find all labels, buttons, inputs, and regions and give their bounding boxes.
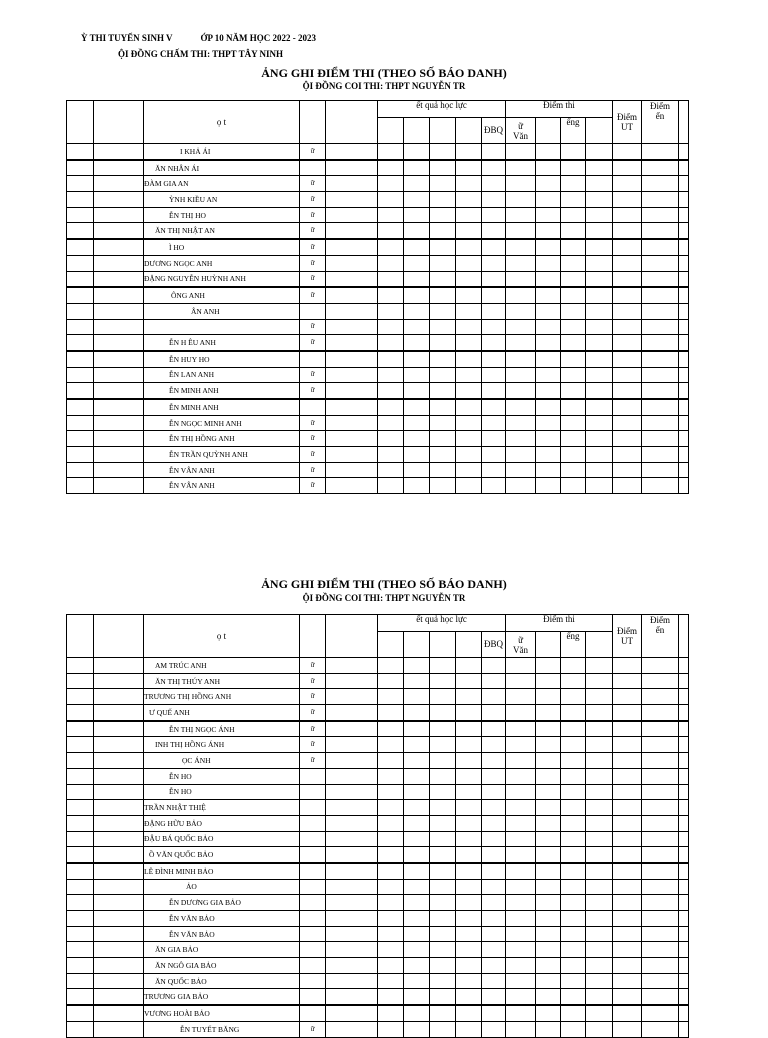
gender-cell xyxy=(300,863,326,879)
table-row xyxy=(67,768,689,784)
table-row xyxy=(67,815,689,831)
col-gioi-tinh xyxy=(300,101,326,144)
student-name: ĂN THỊ NHẬT AN xyxy=(144,223,300,239)
student-name: ỄN LAN ANH xyxy=(144,367,300,383)
table-row xyxy=(67,926,689,942)
student-name: ỄN VĂN BẢO xyxy=(144,911,300,927)
table-row xyxy=(67,721,689,737)
table-row xyxy=(67,753,689,769)
gender-cell: ữ xyxy=(300,478,326,494)
student-name: ỄN MINH ANH xyxy=(144,399,300,415)
student-name: ĐẶNG HỮU BẢO xyxy=(144,815,300,831)
grading-council: ỘI ĐỒNG CHẤM THI: THPT TÂY NINH xyxy=(118,49,284,59)
table-row xyxy=(67,287,689,303)
table-row xyxy=(67,367,689,383)
gender-cell: ữ xyxy=(300,658,326,674)
gender-cell xyxy=(300,958,326,974)
student-name: ĐÀM GIA AN xyxy=(144,176,300,192)
student-name: ĂN THỊ THÚY ANH xyxy=(144,673,300,689)
student-name: ẢO xyxy=(144,879,300,895)
student-name: ĂN QUỐC BẢO xyxy=(144,973,300,989)
student-name: ĐẬU BÁ QUỐC BẢO xyxy=(144,831,300,847)
table-row xyxy=(67,958,689,974)
col-diem-xet: Điểm ển xyxy=(642,615,679,658)
table-row xyxy=(67,351,689,367)
gender-cell: ữ xyxy=(300,383,326,399)
gender-cell: ữ xyxy=(300,753,326,769)
col-tieng-anh: ếng xyxy=(561,632,586,658)
col-tieng-anh: ếng xyxy=(561,118,586,144)
student-name: ỄN HO xyxy=(144,768,300,784)
exam-name: Ỳ THI TUYỂN SINH V xyxy=(81,33,173,43)
gender-cell: ữ xyxy=(300,287,326,303)
gender-cell: ữ xyxy=(300,207,326,223)
col-gioi-tinh xyxy=(300,615,326,658)
gender-cell xyxy=(300,784,326,800)
col-ket-qua-hoc-luc: ết quả học lực xyxy=(378,615,506,632)
gender-cell: ữ xyxy=(300,705,326,721)
table-row xyxy=(67,831,689,847)
table-row xyxy=(67,319,689,335)
student-name: ỄN VÂN ANH xyxy=(144,462,300,478)
student-name: TRƯƠNG THỊ HỒNG ANH xyxy=(144,689,300,705)
student-name: ĂN NHÂN ÁI xyxy=(144,160,300,176)
gender-cell: ữ xyxy=(300,673,326,689)
gender-cell: ữ xyxy=(300,431,326,447)
table-row xyxy=(67,431,689,447)
col-ngu-van: ữ Văn xyxy=(506,118,536,144)
gender-cell xyxy=(300,989,326,1005)
col-dbq: ĐBQ xyxy=(482,632,506,658)
student-name: ỄN TRẦN QUỲNH ANH xyxy=(144,447,300,463)
sheet-title: ẢNG GHI ĐIỂM THI (THEO SỐ BÁO DANH) xyxy=(261,577,507,591)
student-name xyxy=(144,319,300,335)
col-sbd xyxy=(94,101,144,144)
gender-cell: ữ xyxy=(300,689,326,705)
gender-cell xyxy=(300,351,326,367)
gender-cell: ữ xyxy=(300,737,326,753)
gender-cell: ữ xyxy=(300,335,326,351)
table-row xyxy=(67,1005,689,1021)
student-name: ĐẶNG NGUYỄN HUỲNH ANH xyxy=(144,271,300,287)
student-name: TRẦN NHẬT THIỆ xyxy=(144,800,300,816)
table-row xyxy=(67,895,689,911)
col-stt xyxy=(67,615,94,658)
table-row xyxy=(67,303,689,319)
student-name: ỄN THỊ HỒNG ANH xyxy=(144,431,300,447)
gender-cell: ữ xyxy=(300,1021,326,1037)
student-name: ỄN MINH ANH xyxy=(144,383,300,399)
gender-cell xyxy=(300,800,326,816)
gender-cell: ữ xyxy=(300,462,326,478)
table-row xyxy=(67,192,689,208)
table-row xyxy=(67,239,689,255)
gender-cell xyxy=(300,926,326,942)
sheet-subtitle: ỘI ĐỒNG COI THI: THPT NGUYỄN TR xyxy=(302,593,466,603)
student-name: AM TRÚC ANH xyxy=(144,658,300,674)
gender-cell xyxy=(300,160,326,176)
table-row xyxy=(67,737,689,753)
table-row xyxy=(67,673,689,689)
student-name: ỲNH KIỀU AN xyxy=(144,192,300,208)
table-row xyxy=(67,478,689,494)
student-name: Ì HO xyxy=(144,239,300,255)
gender-cell: ữ xyxy=(300,192,326,208)
gender-cell xyxy=(300,768,326,784)
student-name: LÊ ĐÌNH MINH BẢO xyxy=(144,863,300,879)
col-ket-qua-hoc-luc: ết quả học lực xyxy=(378,101,506,118)
student-name: ÂN ANH xyxy=(144,303,300,319)
gender-cell xyxy=(300,831,326,847)
school-year: ỚP 10 NĂM HỌC 2022 - 2023 xyxy=(200,33,317,43)
student-name: ỄN NGỌC MINH ANH xyxy=(144,415,300,431)
score-table xyxy=(66,614,671,1038)
student-name: ỄN HO xyxy=(144,784,300,800)
sheet-subtitle: ỘI ĐỒNG COI THI: THPT NGUYỄN TR xyxy=(302,81,466,91)
col-stt xyxy=(67,101,94,144)
gender-cell xyxy=(300,895,326,911)
exam-title-line xyxy=(81,33,316,43)
student-name: Ồ VĂN QUỐC BẢO xyxy=(144,847,300,863)
gender-cell: ữ xyxy=(300,144,326,160)
student-name: ỄN THỊ HO xyxy=(144,207,300,223)
table-row xyxy=(67,689,689,705)
table-row xyxy=(67,399,689,415)
student-name: ÔNG ANH xyxy=(144,287,300,303)
gender-cell xyxy=(300,942,326,958)
gender-cell xyxy=(300,399,326,415)
table-row xyxy=(67,847,689,863)
table-row xyxy=(67,207,689,223)
gender-cell xyxy=(300,1005,326,1021)
table-row xyxy=(67,989,689,1005)
student-name: ỄN VÂN ANH xyxy=(144,478,300,494)
gender-cell xyxy=(300,879,326,895)
table-row xyxy=(67,863,689,879)
gender-cell xyxy=(300,303,326,319)
gender-cell: ữ xyxy=(300,271,326,287)
student-name: ĂN NGÔ GIA BẢO xyxy=(144,958,300,974)
table-row xyxy=(67,176,689,192)
table-row xyxy=(67,911,689,927)
table-row xyxy=(67,462,689,478)
gender-cell xyxy=(300,973,326,989)
student-name: ỄN HUY HO xyxy=(144,351,300,367)
gender-cell: ữ xyxy=(300,367,326,383)
col-ghi-chu xyxy=(679,101,689,144)
student-name: DƯƠNG NGỌC ANH xyxy=(144,255,300,271)
table-row xyxy=(67,942,689,958)
table-row xyxy=(67,447,689,463)
student-name: ỄN TUYẾT BĂNG xyxy=(144,1021,300,1037)
student-name: ỄN THỊ NGỌC ÁNH xyxy=(144,721,300,737)
col-ngay-sinh xyxy=(326,101,378,144)
gender-cell: ữ xyxy=(300,721,326,737)
table-row xyxy=(67,271,689,287)
col-diem-ut: Điểm UT xyxy=(613,615,642,658)
gender-cell: ữ xyxy=(300,176,326,192)
gender-cell: ữ xyxy=(300,447,326,463)
col-sbd xyxy=(94,615,144,658)
student-name: ĂN GIA BẢO xyxy=(144,942,300,958)
col-diem-thi: Điểm thi xyxy=(506,101,613,118)
sheet-title: ẢNG GHI ĐIỂM THI (THEO SỐ BÁO DANH) xyxy=(261,66,507,80)
col-ho-ten: ọ t xyxy=(144,101,300,144)
col-diem-xet: Điểm ển xyxy=(642,101,679,144)
table-row xyxy=(67,160,689,176)
table-row xyxy=(67,255,689,271)
col-ghi-chu xyxy=(679,615,689,658)
student-name: ỄN VĂN BẢO xyxy=(144,926,300,942)
table-row xyxy=(67,879,689,895)
col-ngay-sinh xyxy=(326,615,378,658)
table-row xyxy=(67,658,689,674)
student-name: I KHẢ ÁI xyxy=(144,144,300,160)
table-row xyxy=(67,415,689,431)
gender-cell xyxy=(300,911,326,927)
table-row xyxy=(67,383,689,399)
student-name: ỄN H ÊU ANH xyxy=(144,335,300,351)
table-row xyxy=(67,973,689,989)
table-row xyxy=(67,705,689,721)
gender-cell: ữ xyxy=(300,223,326,239)
gender-cell: ữ xyxy=(300,415,326,431)
student-name: INH THỊ HỒNG ÁNH xyxy=(144,737,300,753)
table-row xyxy=(67,144,689,160)
student-name: VƯƠNG HOÀI BẢO xyxy=(144,1005,300,1021)
table-row xyxy=(67,784,689,800)
col-ngu-van: ữ Văn xyxy=(506,632,536,658)
table-row xyxy=(67,800,689,816)
gender-cell xyxy=(300,847,326,863)
gender-cell: ữ xyxy=(300,319,326,335)
col-diem-ut: Điểm UT xyxy=(613,101,642,144)
score-table xyxy=(66,100,671,494)
student-name: ỌC ÁNH xyxy=(144,753,300,769)
student-name: TRƯƠNG GIA BẢO xyxy=(144,989,300,1005)
student-name: Ư QUẾ ANH xyxy=(144,705,300,721)
gender-cell: ữ xyxy=(300,239,326,255)
table-row xyxy=(67,223,689,239)
col-dbq: ĐBQ xyxy=(482,118,506,144)
col-diem-thi: Điểm thi xyxy=(506,615,613,632)
gender-cell: ữ xyxy=(300,255,326,271)
gender-cell xyxy=(300,815,326,831)
table-row xyxy=(67,335,689,351)
student-name: ỄN DƯƠNG GIA BẢO xyxy=(144,895,300,911)
col-ho-ten: ọ t xyxy=(144,615,300,658)
